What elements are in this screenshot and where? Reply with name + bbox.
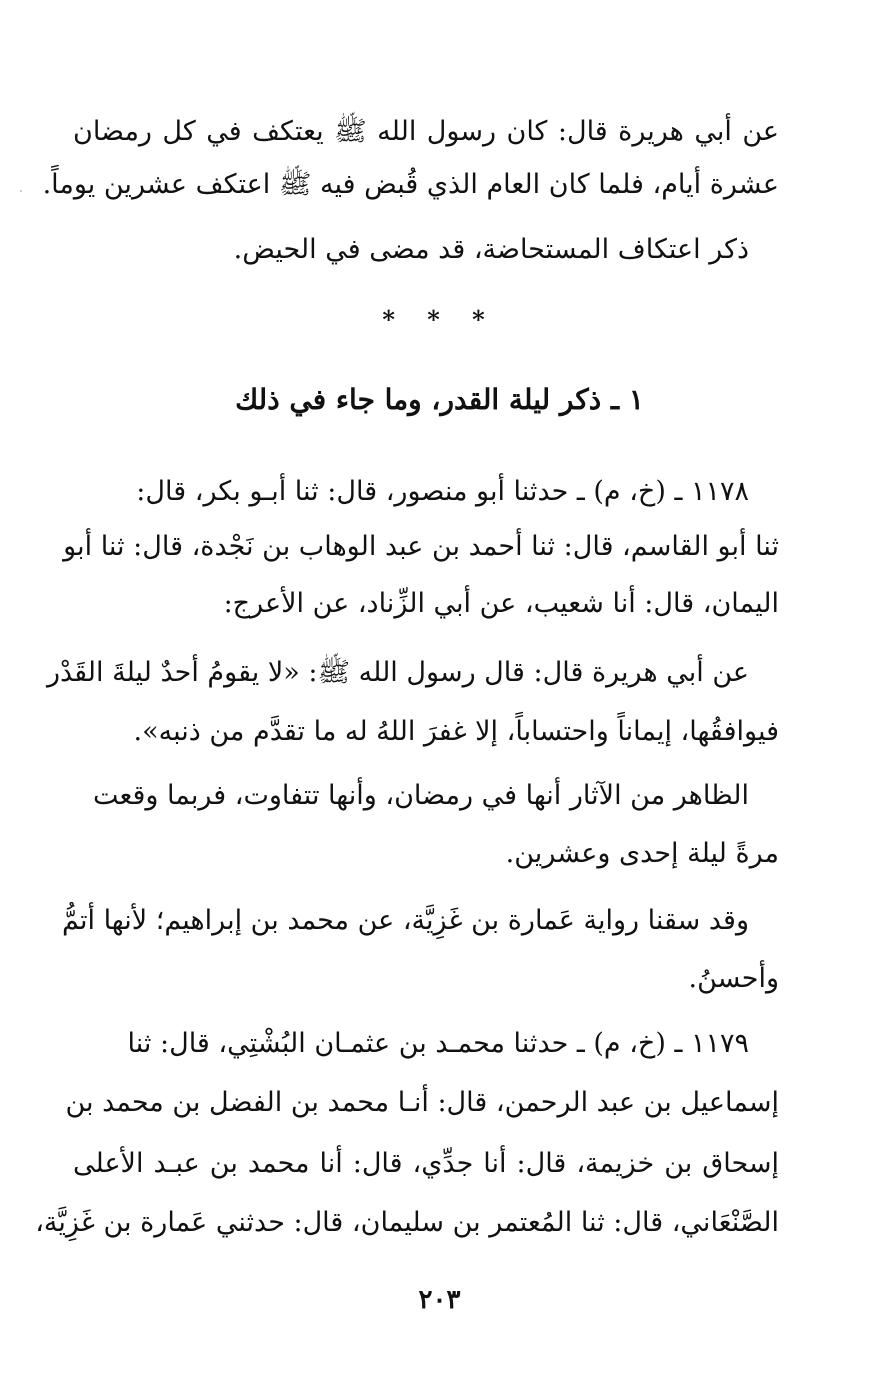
hadith-1178-line: اليمان، قال: أنا شعيب، عن أبي الزِّناد، عن الأعرج:	[223, 588, 779, 619]
hadith-1179-line: إسحاق بن خزيمة، قال: أنا جدِّي، قال: أنا محمد بن عبـد الأعلى	[73, 1148, 779, 1179]
hadith-1179-line: الصَّنْعَاني، قال: ثنا المُعتمر بن سليمان، قال: حدثني عَمارة بن غَزِيَّة،	[35, 1207, 779, 1238]
hadith-1178-line: ثنا أبو القاسم، قال: ثنا أحمد بن عبد الوهاب بن نَجْدة، قال: ثنا أبو	[63, 531, 779, 562]
hadith-1179-line: ١١٧٩ ـ (خ، م) ـ حدثنا محمـد بن عثمـان البُشْتِي، قال: ثنا	[127, 1028, 749, 1059]
section-separator: * * *	[382, 305, 497, 334]
hadith-1179-line: إسماعيل بن عبد الرحمن، قال: أنـا محمد بن الفضل بن محمد بن	[65, 1087, 779, 1118]
page-number: ٢٠٣	[418, 1285, 461, 1315]
comment-line: مرةً ليلة إحدى وعشرين.	[505, 838, 779, 869]
hadith-1178-line: ١١٧٨ ـ (خ، م) ـ حدثنا أبو منصور، قال: ثنا أبـو بكر، قال:	[136, 476, 749, 507]
scan-speck	[20, 190, 22, 192]
text-line: ذكر اعتكاف المستحاضة، قد مضى في الحيض.	[233, 234, 749, 265]
section-heading: ١ ـ ذكر ليلة القدر، وما جاء في ذلك	[235, 383, 644, 416]
comment-line: وقد سقنا رواية عَمارة بن غَزِيَّة، عن محمد بن إبراهيم؛ لأنها أتمُّ	[62, 905, 749, 936]
text-line: عن أبي هريرة قال: كان رسول الله ﷺ يعتكف في كل رمضان	[73, 116, 779, 147]
matn-1178-line: فيوافقُها، إيماناً واحتساباً، إلا غفرَ اللهُ له ما تقدَّم من ذنبه».	[133, 716, 779, 747]
text-line: عشرة أيام، فلما كان العام الذي قُبض فيه ﷺ اعتكف عشرين يوماً.	[42, 169, 779, 200]
matn-1178-line: عن أبي هريرة قال: قال رسول الله ﷺ: «لا يقومُ أحدٌ ليلةَ القَدْر	[46, 657, 749, 688]
comment-line: وأحسنُ.	[688, 963, 779, 994]
comment-line: الظاهر من الآثار أنها في رمضان، وأنها تتفاوت، فربما وقعت	[92, 780, 749, 811]
